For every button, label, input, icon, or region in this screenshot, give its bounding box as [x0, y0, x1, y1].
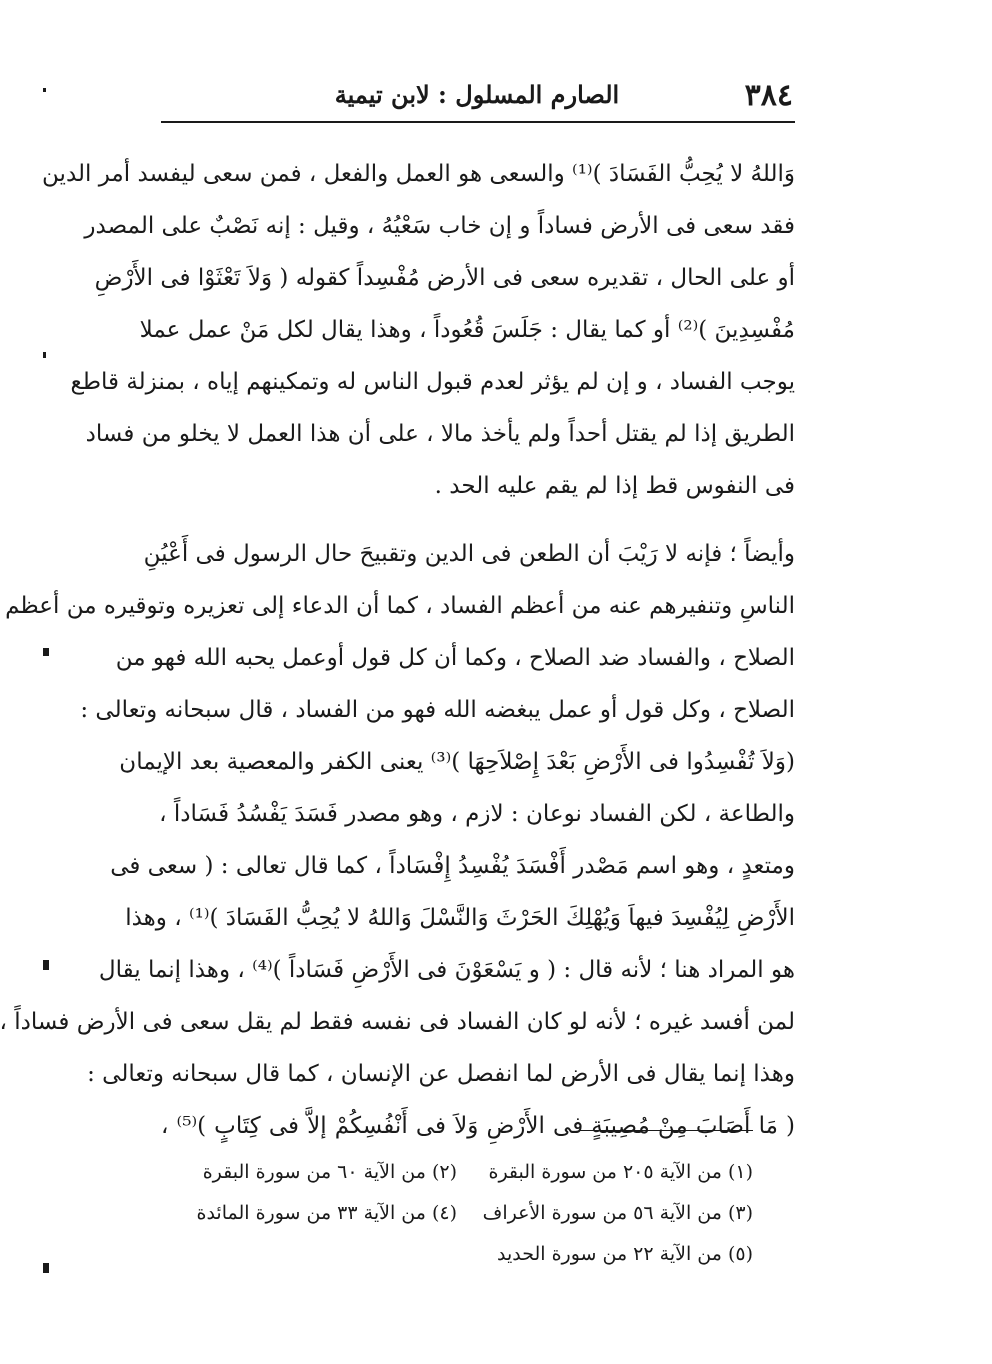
scan-margin-mark: [43, 352, 46, 358]
scan-margin-mark: [43, 88, 46, 92]
body-text: [0, 148, 795, 1152]
footnote-5: (٥) من الآية ٢٢ من سورة الحديد: [496, 1243, 753, 1265]
footnote-1: (١) من الآية ٢٠٥ من سورة البقرة: [488, 1161, 753, 1183]
text-line: هو المراد هنا ؛ لأنه قال : ( و يَسْعَوْنَ فى الأَرْضِ فَسَاداً )⁽⁴⁾ ، وهذا إنما يقال: [98, 957, 795, 983]
text-line: الناسِ وتنفيرهم عنه من أعظم الفساد ، كما أن الدعاء إلى تعزيره وتوقيره من أعظم: [5, 593, 795, 619]
footnote-2: (٢) من الآية ٦٠ من سورة البقرة: [202, 1161, 457, 1183]
text-line: وأيضاً ؛ فإنه لا رَيْبَ أن الطعن فى الدين وتقبيحَ حال الرسول فى أَعْيُنِ: [143, 541, 795, 567]
text-line: ومتعدٍ ، وهو اسم مَصْدر أَفْسَدَ يُفْسِدُ إِفْسَاداً ، كما قال تعالى : ( سعى فى: [110, 853, 795, 879]
header-rule: [161, 121, 795, 123]
text-line: فى النفوس قط إذا لم يقم عليه الحد .: [434, 473, 795, 499]
text-line: فقد سعى فى الأرض فساداً و إن خاب سَعْيُهُ ، وقيل : إنه نَصْبٌ على المصدر: [84, 213, 795, 239]
scan-margin-mark: [43, 648, 49, 656]
text-line: لمن أفسد غيره ؛ لأنه لو كان الفساد فى نفسه فقط لم يقل سعى فى الأرض فساداً ،: [0, 1009, 795, 1035]
text-line: مُفْسِدِينَ )⁽²⁾ أو كما يقال : جَلَسَ قُعُوداً ، وهذا يقال لكل مَنْ عمل عملا: [139, 317, 795, 343]
scan-margin-mark: [43, 960, 49, 970]
footnote-rule: [579, 1130, 753, 1131]
paragraph-gap: [161, 512, 795, 528]
text-line: الصلاح ، والفساد ضد الصلاح ، وكما أن كل قول أوعمل يحبه الله فهو من: [115, 645, 795, 671]
footnote-row: [161, 1234, 753, 1275]
text-line: الأَرْضِ لِيُفْسِدَ فيهاَ وَيُهْلِكَ الحَرْثَ وَالنَّسْلَ وَاللهُ لا يُحِبُّ الفَسَادَ )⁽¹⁾ ، وهذا: [125, 905, 795, 931]
footnote-4: (٤) من الآية ٣٣ من سورة المائدة: [196, 1202, 457, 1224]
text-line: (وَلاَ تُفْسِدُوا فى الأَرْضِ بَعْدَ إِصْلاَحِهَا )⁽³⁾ يعنى الكفر والمعصية بعد الإيمان: [119, 749, 795, 775]
text-line: وَاللهُ لا يُحِبُّ الفَسَادَ )⁽¹⁾ والسعى هو العمل والفعل ، فمن سعى ليفسد أمر الدين: [42, 161, 795, 187]
footnote-row: [161, 1152, 753, 1193]
running-title: الصارم المسلول : لابن تيمية: [334, 80, 620, 109]
text-line: الطريق إذا لم يقتل أحداً ولم يأخذ مالا ، على أن هذا العمل لا يخلو من فساد: [85, 421, 795, 447]
footnotes: [161, 1152, 753, 1275]
text-line: يوجب الفساد ، و إن لم يؤثر لعدم قبول الناس له وتمكينهم إياه ، بمنزلة قاطع: [70, 369, 795, 395]
page-header: [161, 78, 793, 114]
text-line: الصلاح ، وكل قول أو عمل يبغضه الله فهو من الفساد ، قال سبحانه وتعالى :: [80, 697, 795, 723]
scan-margin-mark: [43, 1263, 49, 1273]
page-number: ٣٨٤: [744, 78, 793, 113]
footnote-3: (٣) من الآية ٥٦ من سورة الأعراف: [482, 1202, 753, 1224]
text-line: ( مَا أَصَابَ مِنْ مُصِيبَةٍ فى الأَرْضِ وَلاَ فى أَنْفُسِكُمْ إلاَّ فى كِتَابٍ )⁽⁵⁾ ،: [161, 1113, 795, 1139]
text-line: أو على الحال ، تقديره سعى فى الأرض مُفْسِداً كقوله ( وَلاَ تَعْثَوْا فى الأَرْضِ: [94, 265, 795, 291]
text-line: والطاعة ، لكن الفساد نوعان : لازم ، وهو مصدر فَسَدَ يَفْسُدُ فَسَاداً ،: [159, 801, 795, 827]
text-line: وهذا إنما يقال فى الأرض لما انفصل عن الإنسان ، كما قال سبحانه وتعالى :: [87, 1061, 795, 1087]
footnote-row: [161, 1193, 753, 1234]
